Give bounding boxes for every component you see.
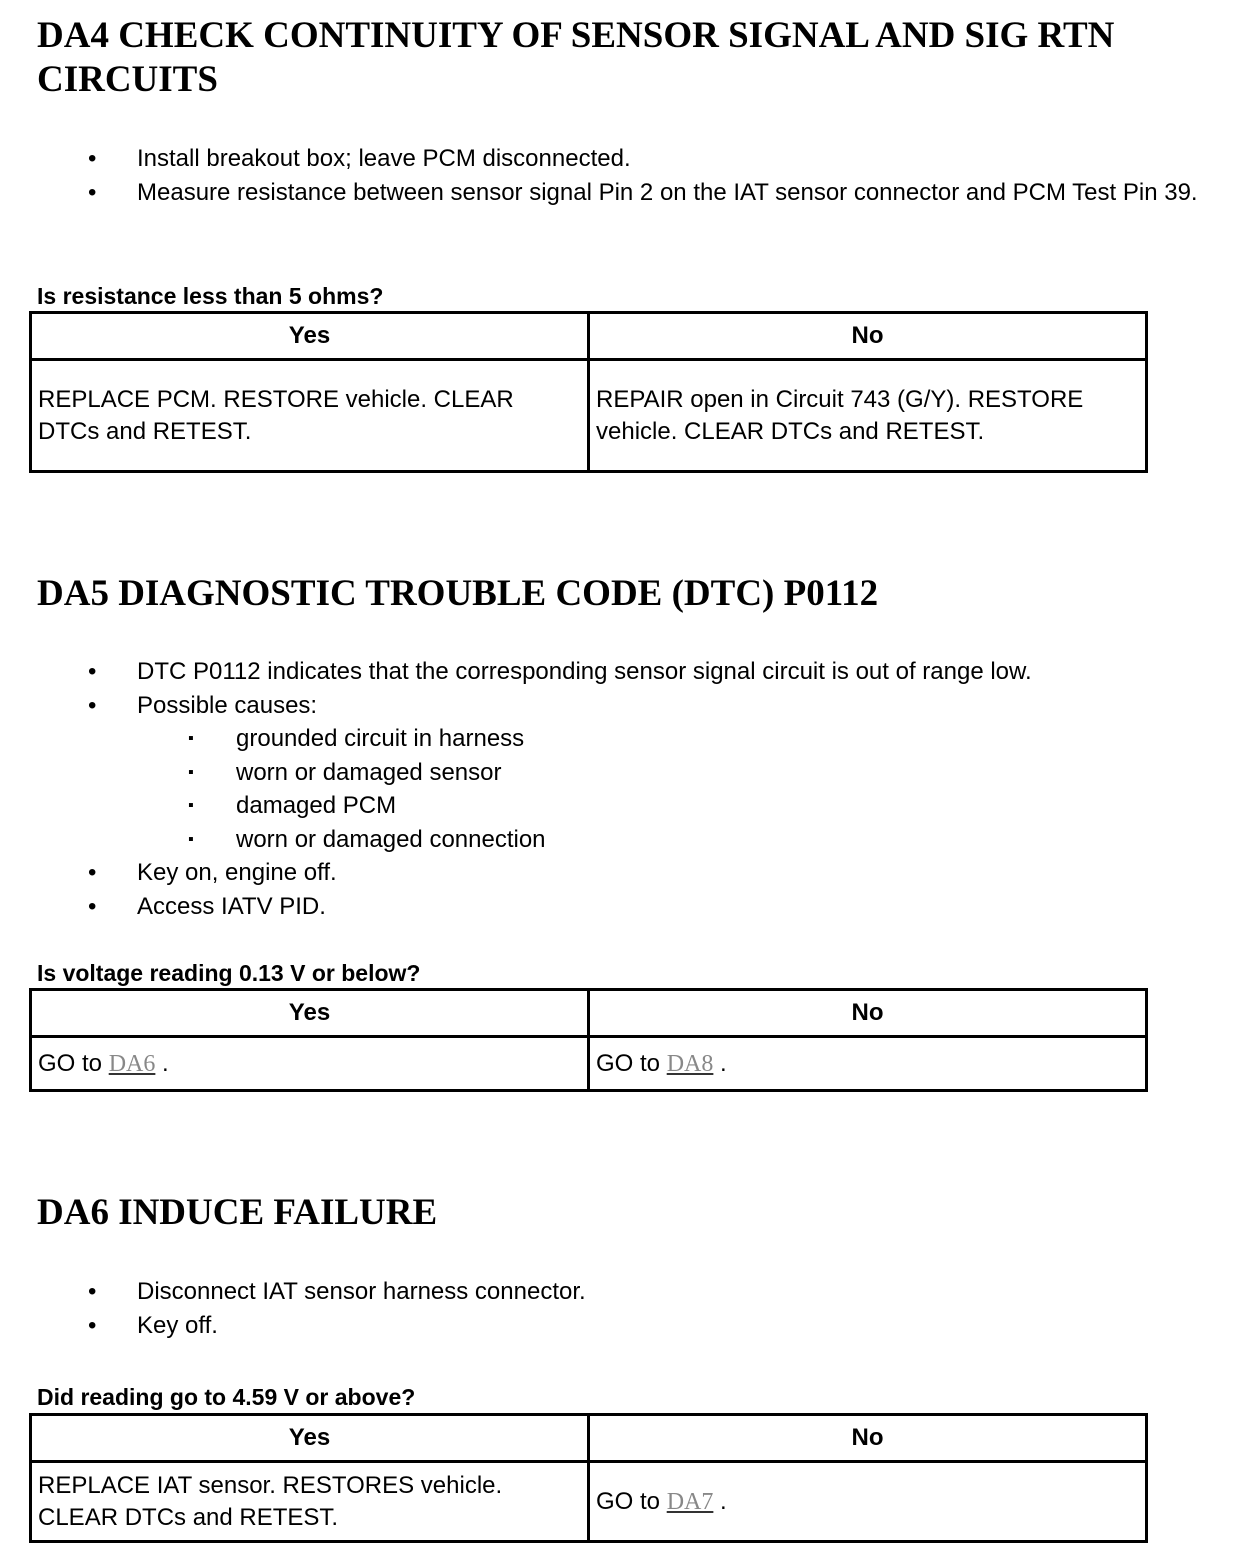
possible-causes-list (188, 722, 1218, 856)
da6-question: Did reading go to 4.59 V or above? (37, 1384, 416, 1410)
list-item: • Key off. (88, 1309, 1218, 1343)
da6-bullets (88, 1275, 1218, 1342)
list-item: • Key on, engine off. (88, 856, 1218, 890)
no-header: No (589, 990, 1147, 1037)
no-header: No (589, 1415, 1147, 1462)
yes-cell: REPLACE IAT sensor. RESTORES vehicle. CLEAR DTCs and RETEST. (31, 1462, 589, 1542)
yes-header: Yes (31, 990, 589, 1037)
da5-result-table (29, 988, 1148, 1092)
list-item: ▪ worn or damaged connection (188, 823, 1218, 857)
link-da6[interactable]: DA6 (108, 1050, 156, 1077)
list-item: • Measure resistance between sensor signal Pin 2 on the IAT sensor connector and PCM Test Pin 39. (88, 176, 1218, 210)
no-cell: REPAIR open in Circuit 743 (G/Y). RESTORE vehicle. CLEAR DTCs and RETEST. (589, 360, 1147, 472)
no-header: No (589, 313, 1147, 360)
list-item: ▪ grounded circuit in harness (188, 722, 1218, 756)
da4-question: Is resistance less than 5 ohms? (37, 283, 384, 309)
list-item: • Disconnect IAT sensor harness connector. (88, 1275, 1218, 1309)
list-item: ▪ damaged PCM (188, 789, 1218, 823)
list-item: • Possible causes: ▪ grounded circuit in harness ▪ worn or damaged sensor ▪ damaged PCM ▪ worn or damaged connection (88, 689, 1218, 857)
no-cell: GO to DA7 . (589, 1462, 1147, 1542)
da5-question: Is voltage reading 0.13 V or below? (37, 960, 421, 986)
yes-cell: REPLACE PCM. RESTORE vehicle. CLEAR DTCs and RETEST. (31, 360, 589, 472)
da6-result-table (29, 1413, 1148, 1543)
yes-cell: GO to DA6 . (31, 1037, 589, 1091)
da4-bullets (88, 142, 1218, 209)
list-item: ▪ worn or damaged sensor (188, 756, 1218, 790)
yes-header: Yes (31, 1415, 589, 1462)
no-cell: GO to DA8 . (589, 1037, 1147, 1091)
list-item: • Access IATV PID. (88, 890, 1218, 924)
section-title-da4: DA4 CHECK CONTINUITY OF SENSOR SIGNAL AND SIG RTN CIRCUITS (37, 15, 1115, 100)
list-item: • Install breakout box; leave PCM disconnected. (88, 142, 1218, 176)
section-title-da6: DA6 INDUCE FAILURE (37, 1192, 438, 1233)
yes-header: Yes (31, 313, 589, 360)
da5-bullets (88, 655, 1218, 923)
list-item: • DTC P0112 indicates that the corresponding sensor signal circuit is out of range low. (88, 655, 1218, 689)
da4-result-table (29, 311, 1148, 473)
link-da8[interactable]: DA8 (666, 1050, 714, 1077)
section-title-da5: DA5 DIAGNOSTIC TROUBLE CODE (DTC) P0112 (37, 573, 879, 614)
link-da7[interactable]: DA7 (666, 1488, 714, 1515)
